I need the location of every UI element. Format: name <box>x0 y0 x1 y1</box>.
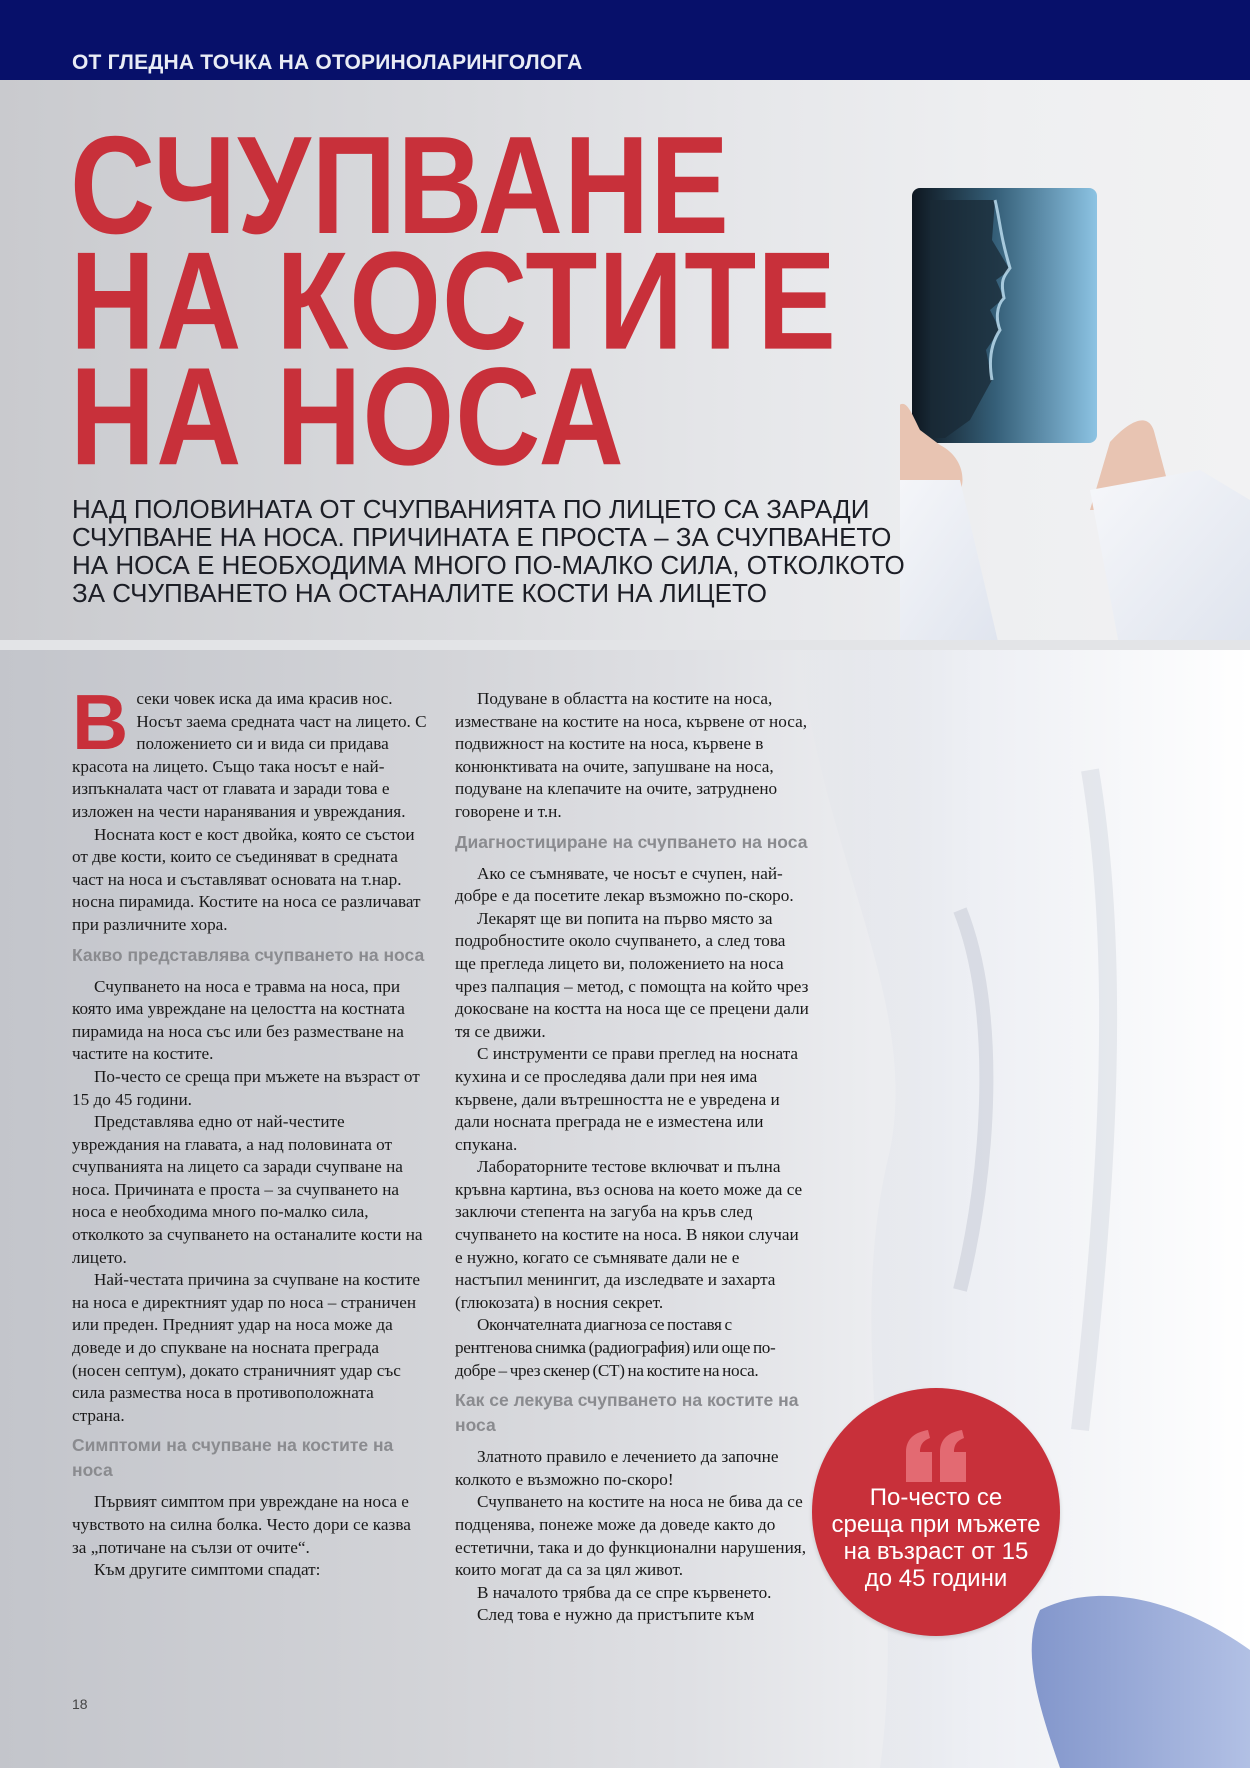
drop-cap: В <box>72 678 129 766</box>
callout-line: до 45 години <box>864 1565 1008 1592</box>
quote-icon <box>902 1430 970 1482</box>
article-paragraph: С инструменти се прави преглед на носната кухина и се проследява дали при нея има кървене, дали вътрешността не е увредена и дали носната преграда не е изместена или спукана. <box>455 1044 799 1154</box>
article-paragraph: Към другите симптоми спадат: <box>94 1560 321 1580</box>
callout-line: на възраст от 15 <box>843 1538 1029 1565</box>
article-paragraph: Лабораторните тестове включват и пълна кръвна картина, въз основа на което може да се заключи степента на загуба на кръв след счупването на костите на носа. В някои случаи е нужно, когато се съмнявате дали не е настъпил менингит, да изследвате и захарта (глюкозата) в носния секрет. <box>455 1157 803 1312</box>
lead-line: НАД ПОЛОВИНАТА ОТ СЧУПВАНИЯТА ПО ЛИЦЕТО СА ЗАРАДИ <box>72 494 870 524</box>
article-paragraph: Ако се съмнявате, че носът е счупен, най-добре е да посетите лекар възможно по-скоро. <box>455 863 794 906</box>
page-number: 18 <box>72 1696 88 1712</box>
callout-badge <box>812 1388 1060 1636</box>
lead-paragraph <box>72 495 905 607</box>
article-paragraph: Носната кост е кост двойка, която се състои от две кости, които се съединяват в средната част на носа и съставляват основата на т.нар. носна пирамида. Костите на носа се различават при различните хора. <box>72 824 421 934</box>
xray-photo <box>900 180 1250 650</box>
article-column-middle <box>455 688 810 1627</box>
paragraph-text: секи човек иска да има красив нос. Носът заема средната част на лицето. С положението си и вида си придава красота на лицето. Също така носът е най-изпъкналата част от главата и заради това е изложен на чести наранявания и увреждания. <box>72 689 427 821</box>
article-paragraph: След това е нужно да пристъпите към <box>477 1605 755 1625</box>
headline-line: НА НОСА <box>70 339 625 495</box>
article-paragraph: По-често се среща при мъжете на възраст от 15 до 45 години. <box>72 1066 420 1109</box>
article-paragraph: Счупването на носа е травма на носа, при която има увреждане на целостта на костната пирамида на носа със или без разместване на частите на костите. <box>72 976 405 1064</box>
lead-line: НА НОСА Е НЕОБХОДИМА МНОГО ПО-МАЛКО СИЛА, ОТКОЛКОТО <box>72 550 905 580</box>
subheading-treatment: Как се лекува счупването на костите на носа <box>455 1390 799 1436</box>
lead-line: ЗА СЧУПВАНЕТО НА ОСТАНАЛИТЕ КОСТИ НА ЛИЦЕТО <box>72 578 767 608</box>
article-paragraph: Окончателната диагноза се поставя с рентгенова снимка (радиография) или още по-добре – чрез скенер (CT) на костите на носа. <box>455 1315 776 1380</box>
headline-line: НА КОСТИТЕ <box>70 223 837 380</box>
callout-line: По-често се <box>869 1484 1003 1511</box>
article-paragraph: Първият симптом при увреждане на носа е чувството на силна болка. Често дори се казва за „потичане на сълзи от очите“. <box>72 1492 411 1557</box>
section-label: ОТ ГЛЕДНА ТОЧКА НА ОТОРИНОЛАРИНГОЛОГА <box>72 51 583 74</box>
article-paragraph: Счупването на костите на носа не бива да се подценява, понеже може да доведе както до естетични, така и до функционални нарушения, които могат да са за цял живот. <box>455 1492 807 1580</box>
headline <box>70 107 837 495</box>
article-paragraph <box>72 678 427 824</box>
article-paragraph: В началото трябва да се спре кървенето. <box>477 1582 772 1602</box>
article-paragraph: Лекарят ще ви попита на първо място за подробностите около счупването, а след това ще прегледа лицето ви, положението на носа чрез палпация – метод, с помощта на който чрез докосване на костта на носа ще се прецени дали тя се движи. <box>455 908 809 1041</box>
headline-line: СЧУПВАНЕ <box>70 107 730 264</box>
article-column-left <box>72 678 427 1582</box>
article-paragraph: Най-честата причина за счупване на костите на носа е директният удар по носа – страничен или преден. Предният удар на носа може да доведе и до спукване на носната преграда (носен септум), докато страничният удар със сила размества носа в противоположната страна. <box>72 1270 420 1425</box>
subheading-what: Какво представлява счупването на носа <box>72 944 425 965</box>
callout-text <box>812 1484 1060 1592</box>
subheading-diagnosis: Диагностициране на счупването на носа <box>455 831 808 852</box>
callout-line: среща при мъжете <box>831 1511 1041 1538</box>
subheading-symptoms: Симптоми на счупване на костите на носа <box>72 1435 394 1481</box>
lead-line: СЧУПВАНЕ НА НОСА. ПРИЧИНАТА Е ПРОСТА – ЗА СЧУПВАНЕТО <box>72 522 892 552</box>
article-paragraph: Представлява едно от най-честите увреждания на главата, а над половината от счупванията на лицето са заради счупване на носа. Причината е проста – за счупването на носа е необходима много по-малко сила, отколкото за счупването на останалите кости на лицето. <box>72 1112 423 1267</box>
article-paragraph: Подуване в областта на костите на носа, изместване на костите на носа, кървене от носа, подвижност на костите на носа, кървене в конюнктивата на очите, запушване на носа, подуване на клепачите на очите, затруднено говорене и т.н. <box>455 689 808 821</box>
article-paragraph: Златното правило е лечението да започне колкото е възможно по-скоро! <box>455 1447 779 1489</box>
